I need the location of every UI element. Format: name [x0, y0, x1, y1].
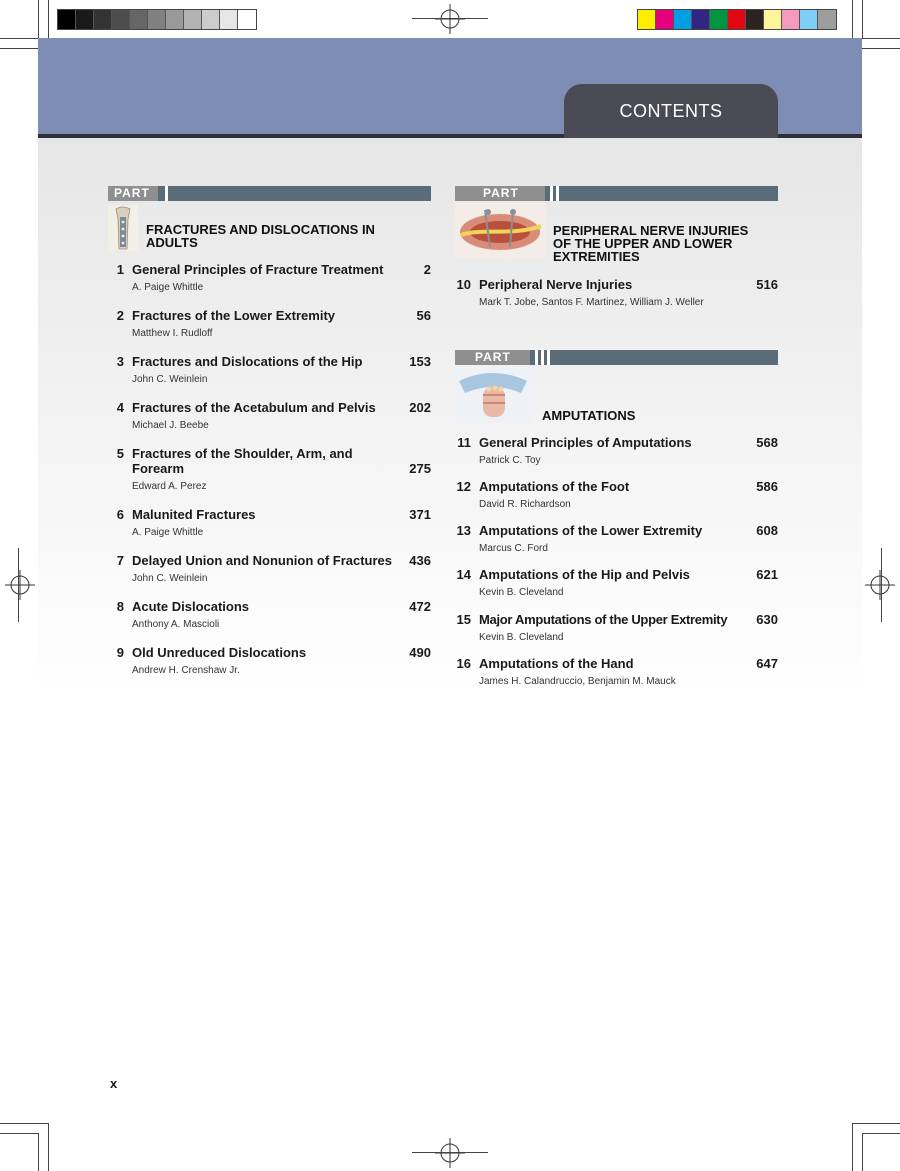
- color-swatch: [800, 10, 818, 29]
- chapter-title: General Principles of Amputations: [479, 435, 692, 450]
- part-title: [542, 409, 635, 422]
- chapter-author: Kevin B. Cleveland: [479, 587, 564, 598]
- color-swatch: [202, 10, 220, 29]
- crop-mark: [862, 1133, 863, 1171]
- color-swatch: [58, 10, 76, 29]
- chapter-page: 472: [409, 599, 431, 614]
- color-swatch: [130, 10, 148, 29]
- part-title-line: PERIPHERAL NERVE INJURIES: [553, 223, 749, 238]
- color-swatch: [692, 10, 710, 29]
- registration-mark-icon: [865, 570, 895, 600]
- chapter-page: 153: [409, 354, 431, 369]
- toc-entry[interactable]: [108, 354, 431, 394]
- part-numeral-stroke: [556, 186, 559, 201]
- toc-entry[interactable]: [108, 308, 431, 348]
- chapter-number: 2: [116, 308, 124, 323]
- chapter-page: 516: [756, 277, 778, 292]
- gray-calibration-swatches: [57, 9, 257, 30]
- chapter-number: 16: [456, 656, 471, 671]
- color-swatch: [184, 10, 202, 29]
- chapter-title: General Principles of Fracture Treatment: [132, 262, 384, 277]
- toc-entry[interactable]: [108, 599, 431, 639]
- chapter-author: Marcus C. Ford: [479, 543, 548, 554]
- page-folio: x: [110, 1076, 118, 1091]
- toc-entry[interactable]: [455, 656, 778, 696]
- crop-mark: [38, 0, 39, 38]
- part-title-line: OF THE UPPER AND LOWER: [553, 236, 733, 251]
- crop-mark: [412, 1152, 488, 1153]
- color-calibration-swatches: [637, 9, 837, 30]
- contents-tab: [564, 84, 778, 138]
- chapter-author: Kevin B. Cleveland: [479, 632, 564, 643]
- color-swatch: [94, 10, 112, 29]
- toc-entry[interactable]: [455, 435, 778, 475]
- part-numeral-stroke: [165, 186, 168, 201]
- chapter-page: 56: [416, 308, 431, 323]
- color-swatch: [782, 10, 800, 29]
- registration-mark-icon: [5, 570, 35, 600]
- color-swatch: [656, 10, 674, 29]
- bone-plate-xray-icon: [108, 205, 138, 251]
- chapter-number: 5: [116, 446, 124, 461]
- part-header-bar: [455, 186, 778, 201]
- crop-mark: [862, 38, 900, 39]
- part-label: PART: [108, 186, 158, 201]
- crop-mark: [0, 1133, 38, 1134]
- chapter-title: Fractures and Dislocations of the Hip: [132, 354, 363, 369]
- chapter-author: Andrew H. Crenshaw Jr.: [132, 665, 240, 676]
- part-title-line: EXTREMITIES: [553, 249, 640, 264]
- toc-entry[interactable]: [108, 507, 431, 547]
- chapter-page: 568: [756, 435, 778, 450]
- chapter-author: Patrick C. Toy: [479, 455, 541, 466]
- chapter-page: 275: [409, 461, 431, 476]
- chapter-title: Amputations of the Foot: [479, 479, 630, 494]
- chapter-author: A. Paige Whittle: [132, 282, 204, 293]
- chapter-page: 490: [409, 645, 431, 660]
- chapter-author: Mark T. Jobe, Santos F. Martinez, William J. Weller: [479, 297, 704, 308]
- chapter-author: Matthew I. Rudloff: [132, 328, 213, 339]
- chapter-author: A. Paige Whittle: [132, 527, 204, 538]
- color-swatch: [764, 10, 782, 29]
- chapter-number: 15: [456, 612, 471, 627]
- part-title: [553, 224, 748, 263]
- toc-entry[interactable]: [455, 612, 778, 652]
- chapter-author: John C. Weinlein: [132, 573, 208, 584]
- chapter-number: 14: [456, 567, 471, 582]
- chapter-number: 1: [116, 262, 124, 277]
- chapter-title: Fractures of the Shoulder, Arm, and: [132, 446, 353, 461]
- chapter-number: 12: [456, 479, 471, 494]
- color-swatch: [166, 10, 184, 29]
- chapter-number: 11: [457, 435, 471, 450]
- chapter-page: 436: [409, 553, 431, 568]
- chapter-author: John C. Weinlein: [132, 374, 208, 385]
- part-header-bar: [108, 186, 431, 201]
- chapter-author: David R. Richardson: [479, 499, 571, 510]
- toc-entry[interactable]: [455, 479, 778, 519]
- toc-entry[interactable]: [455, 523, 778, 563]
- toc-entry[interactable]: [108, 262, 431, 302]
- part-numeral-stroke: [535, 350, 538, 365]
- part-title-line: ADULTS: [146, 235, 198, 250]
- chapter-page: 586: [756, 479, 778, 494]
- crop-mark: [48, 1123, 49, 1171]
- part-title-line: FRACTURES AND DISLOCATIONS IN: [146, 222, 375, 237]
- color-swatch: [638, 10, 656, 29]
- chapter-title: Major Amputations of the Upper Extremity: [479, 612, 728, 627]
- chapter-number: 6: [116, 507, 124, 522]
- crop-mark: [862, 1133, 900, 1134]
- chapter-author: James H. Calandruccio, Benjamin M. Mauck: [479, 676, 676, 687]
- chapter-number: 3: [116, 354, 124, 369]
- toc-entry[interactable]: [108, 553, 431, 593]
- chapter-title: Malunited Fractures: [132, 507, 256, 522]
- color-swatch: [220, 10, 238, 29]
- chapter-page: 630: [756, 612, 778, 627]
- chapter-number: 10: [456, 277, 471, 292]
- chapter-title: Acute Dislocations: [132, 599, 250, 614]
- part-title-line: AMPUTATIONS: [542, 408, 636, 423]
- color-swatch: [238, 10, 256, 29]
- color-swatch: [76, 10, 94, 29]
- color-swatch: [746, 10, 764, 29]
- chapter-page: 621: [756, 567, 778, 582]
- color-swatch: [728, 10, 746, 29]
- chapter-page: 608: [756, 523, 778, 538]
- chapter-author: Anthony A. Mascioli: [132, 619, 220, 630]
- chapter-number: 4: [116, 400, 124, 415]
- registration-mark-icon: [435, 1138, 465, 1168]
- chapter-number: 13: [456, 523, 471, 538]
- chapter-author: Michael J. Beebe: [132, 420, 209, 431]
- chapter-title: Amputations of the Hip and Pelvis: [479, 567, 690, 582]
- crop-mark: [852, 1123, 900, 1124]
- nerve-surgery-illustration-icon: [455, 202, 546, 258]
- chapter-number: 7: [116, 553, 124, 568]
- toc-entry[interactable]: [108, 645, 431, 685]
- chapter-number: 8: [116, 599, 124, 614]
- chapter-title: Fractures of the Lower Extremity: [132, 308, 335, 323]
- chapter-title: Delayed Union and Nonunion of Fractures: [132, 553, 393, 568]
- part-numeral-stroke: [550, 186, 553, 201]
- crop-mark: [0, 38, 38, 39]
- chapter-page: 647: [756, 656, 778, 671]
- color-swatch: [674, 10, 692, 29]
- chapter-page: 202: [409, 400, 431, 415]
- toc-entry[interactable]: [108, 400, 431, 440]
- chapter-title: Amputations of the Hand: [479, 656, 634, 671]
- chapter-author: Edward A. Perez: [132, 481, 207, 492]
- part-label: PART: [455, 186, 545, 201]
- crop-mark: [852, 1123, 853, 1171]
- crop-mark: [862, 0, 863, 38]
- part-header-bar: [455, 350, 778, 365]
- part-title: [146, 223, 375, 249]
- toc-entry[interactable]: [455, 277, 778, 317]
- chapter-page: 371: [409, 507, 431, 522]
- chapter-title-continued: Forearm: [132, 461, 185, 476]
- chapter-page: 2: [423, 262, 431, 277]
- chapter-title: Peripheral Nerve Injuries: [479, 277, 633, 292]
- page-title: CONTENTS: [619, 100, 723, 121]
- crop-mark: [38, 1133, 39, 1171]
- chapter-title: Fractures of the Acetabulum and Pelvis: [132, 400, 376, 415]
- color-swatch: [710, 10, 728, 29]
- crop-mark: [0, 1123, 48, 1124]
- color-swatch: [148, 10, 166, 29]
- registration-mark-icon: [435, 4, 465, 34]
- chapter-number: 9: [116, 645, 124, 660]
- part-label: PART: [455, 350, 530, 365]
- crop-mark: [412, 18, 488, 19]
- crop-mark: [18, 548, 19, 622]
- chapter-title: Old Unreduced Dislocations: [132, 645, 307, 660]
- amputation-illustration-icon: [455, 367, 531, 423]
- toc-entry[interactable]: [455, 567, 778, 607]
- chapter-title: Amputations of the Lower Extremity: [479, 523, 703, 538]
- part-numeral-stroke: [541, 350, 544, 365]
- color-swatch: [818, 10, 836, 29]
- toc-entry[interactable]: [108, 446, 431, 498]
- part-numeral-stroke: [547, 350, 550, 365]
- color-swatch: [112, 10, 130, 29]
- crop-mark: [881, 548, 882, 622]
